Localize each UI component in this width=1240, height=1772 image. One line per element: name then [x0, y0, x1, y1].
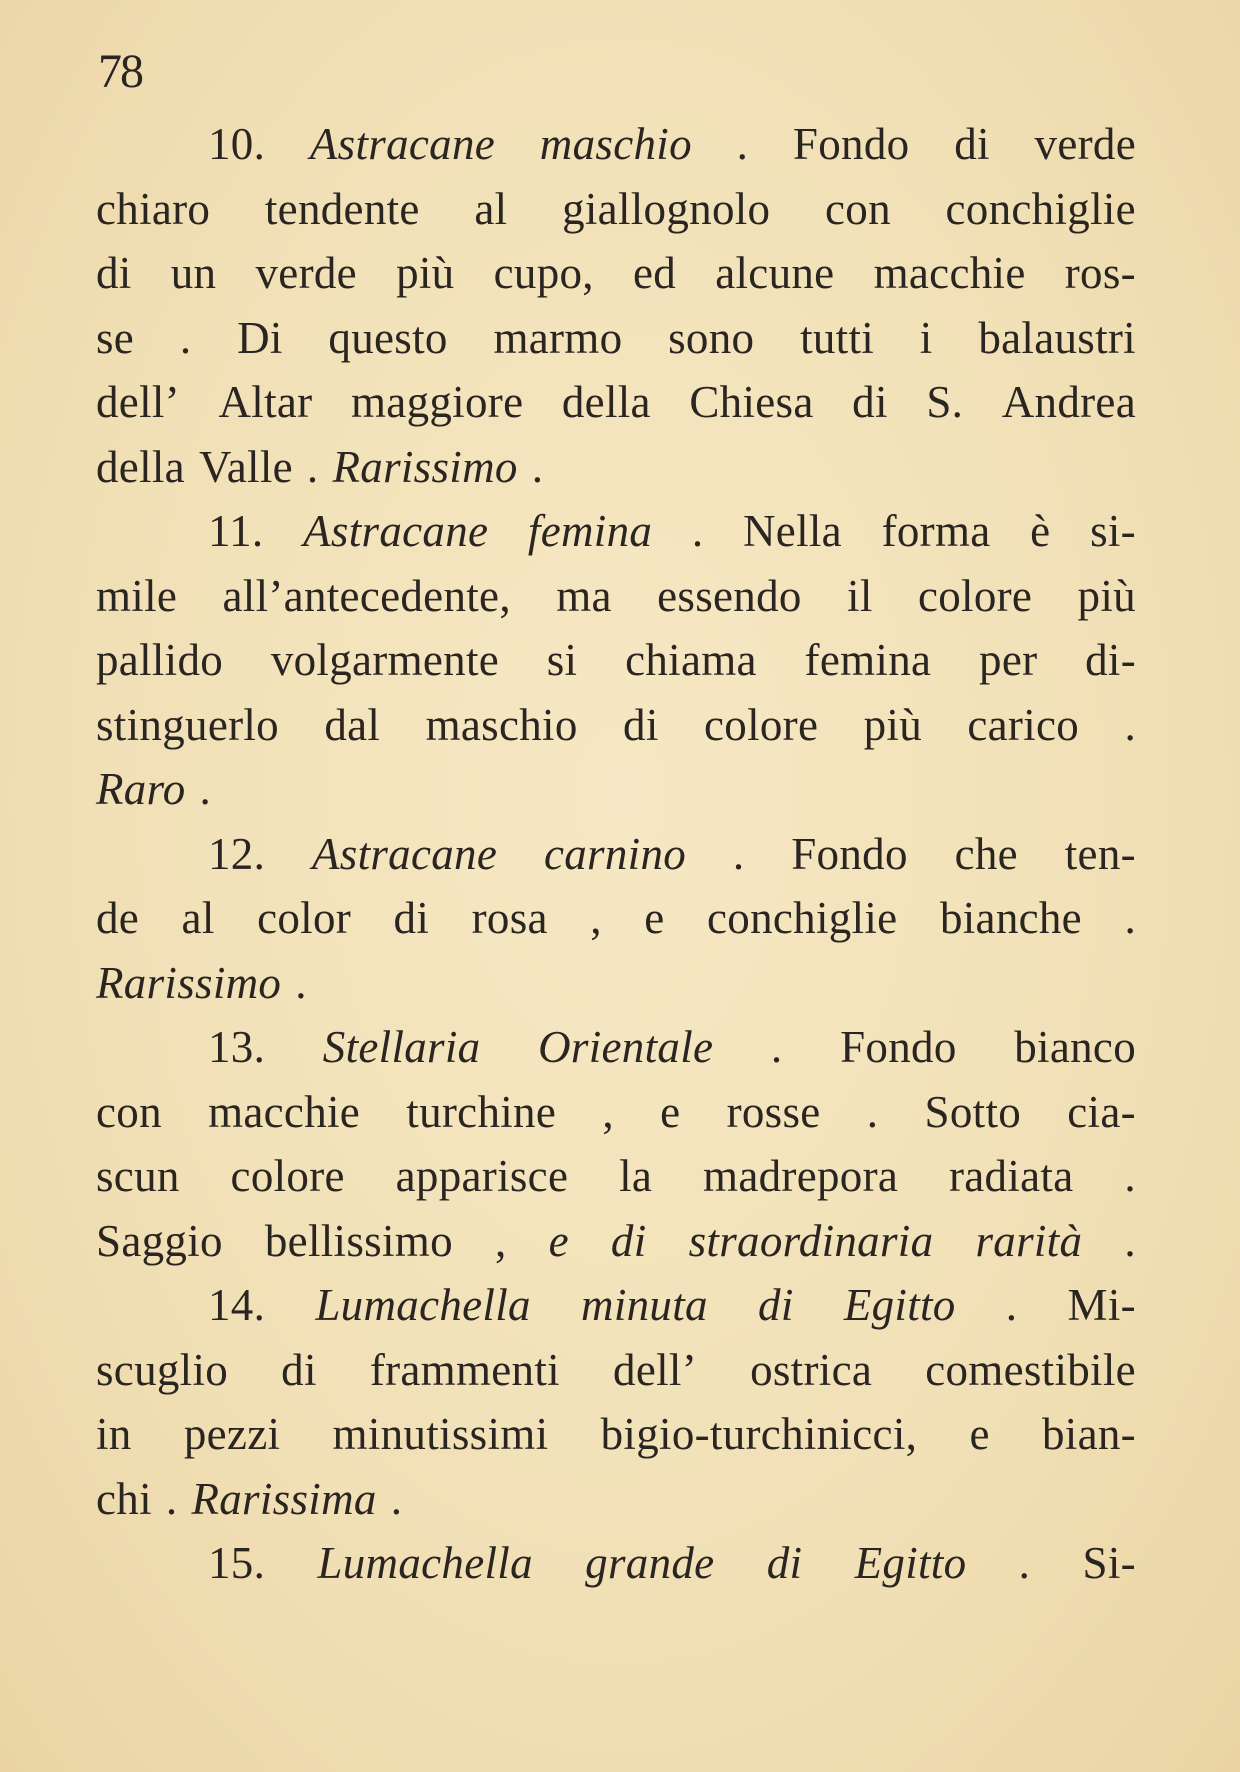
word: di	[852, 377, 888, 427]
word: ros-	[1064, 248, 1136, 298]
italic-word: carnino	[543, 828, 687, 879]
text-line	[96, 822, 1136, 887]
word: conchiglie	[707, 893, 898, 943]
word: chiaro	[96, 183, 211, 234]
word: Si-	[1082, 1538, 1136, 1588]
word: conchiglie	[945, 183, 1136, 234]
italic-word: Raro	[96, 764, 186, 814]
word: S.	[926, 377, 964, 427]
word: .	[736, 119, 749, 169]
word: 11.	[208, 506, 264, 556]
word: più	[1077, 570, 1136, 621]
word: e	[660, 1086, 681, 1137]
word: 14.	[208, 1280, 266, 1330]
text-line	[96, 886, 1136, 951]
word: e	[969, 1409, 990, 1459]
word: Sotto	[924, 1086, 1022, 1137]
word: Chiesa	[689, 377, 814, 427]
word: Nella	[743, 506, 842, 556]
text-line	[96, 1531, 1136, 1596]
word: si	[546, 635, 578, 685]
word: rosse	[726, 1086, 821, 1137]
word: minutissimi	[332, 1409, 549, 1459]
word: macchie	[208, 1086, 361, 1137]
word: colore	[704, 699, 819, 750]
word: Saggio	[96, 1215, 223, 1266]
word: maschio	[425, 699, 578, 750]
italic-word: di	[766, 1538, 803, 1588]
word: comestibile	[925, 1344, 1136, 1395]
word: chiama	[625, 635, 757, 685]
italic-word: straordinaria	[688, 1215, 934, 1266]
italic-word: Egitto	[854, 1538, 967, 1588]
word: turchine	[406, 1086, 557, 1137]
word: scuglio	[96, 1344, 229, 1395]
word: marmo	[493, 312, 623, 363]
word: chi	[96, 1473, 152, 1524]
text-line	[96, 112, 1136, 177]
word: giallognolo	[562, 183, 771, 234]
body-text	[96, 112, 1136, 1596]
word: è	[1030, 506, 1051, 556]
word: .	[179, 312, 192, 363]
text-line	[96, 693, 1136, 758]
italic-word: Lumachella	[315, 1280, 531, 1330]
word: 13.	[208, 1022, 266, 1072]
word: .	[1124, 1215, 1136, 1266]
text-line	[96, 1273, 1136, 1338]
text-line	[96, 177, 1136, 242]
word: .	[732, 828, 745, 879]
text-line	[96, 1080, 1136, 1145]
word: macchie	[873, 248, 1026, 298]
word: si-	[1090, 506, 1136, 556]
word: ed	[633, 248, 677, 298]
word: di	[96, 248, 132, 298]
word: forma	[881, 506, 991, 556]
word: dell’	[613, 1344, 697, 1395]
text-line	[96, 757, 1136, 822]
word: apparisce	[395, 1151, 569, 1201]
text-line	[96, 1209, 1136, 1274]
word: 10.	[208, 119, 266, 169]
italic-word: grande	[585, 1538, 715, 1588]
text-line	[96, 499, 1136, 564]
word: colore	[230, 1151, 345, 1201]
text-line	[96, 951, 1136, 1016]
word: scun	[96, 1151, 180, 1201]
italic-word: di	[758, 1280, 794, 1330]
word: bellissimo	[264, 1215, 453, 1266]
word: di	[623, 699, 659, 750]
word: madrepora	[703, 1151, 899, 1201]
word: all’antecedente,	[222, 570, 511, 621]
italic-word: di	[610, 1215, 647, 1266]
word: .	[1005, 1280, 1018, 1330]
word: Andrea	[1001, 377, 1136, 427]
italic-word: femina	[527, 506, 653, 556]
word: Fondo	[792, 119, 910, 169]
word: ,	[494, 1215, 507, 1266]
word: .	[295, 957, 307, 1008]
italic-word: Orientale	[538, 1022, 714, 1072]
word: .	[866, 1086, 879, 1137]
word: .	[770, 1022, 783, 1072]
word: mile	[96, 570, 178, 621]
word: con	[96, 1086, 162, 1137]
text-line	[96, 306, 1136, 371]
word: dal	[324, 699, 381, 750]
word: stinguerlo	[96, 699, 279, 750]
italic-word: rarità	[975, 1215, 1083, 1266]
word: bigio-turchinicci,	[600, 1409, 918, 1459]
italic-word: e	[548, 1215, 569, 1266]
italic-word: Rarissimo	[96, 957, 282, 1008]
word: ,	[590, 893, 602, 943]
word: tendente	[264, 183, 420, 234]
word: .	[199, 764, 212, 814]
word: pallido	[96, 635, 224, 685]
word: Fondo	[791, 828, 908, 879]
word: 12.	[208, 828, 266, 879]
word: alcune	[715, 248, 835, 298]
word: di	[281, 1344, 317, 1395]
word: Altar	[218, 377, 313, 427]
word: di	[393, 893, 430, 943]
word: e	[644, 893, 665, 943]
italic-word: Rarissima	[191, 1473, 377, 1524]
word: il	[847, 570, 873, 621]
italic-word: Astracane	[303, 506, 489, 556]
word: maggiore	[351, 377, 524, 427]
word: .	[1124, 893, 1136, 943]
word: .	[1124, 699, 1136, 750]
text-line	[96, 435, 1136, 500]
word: sono	[668, 312, 755, 363]
text-line	[96, 628, 1136, 693]
word: Mi-	[1067, 1280, 1136, 1330]
word: essendo	[657, 570, 802, 621]
text-line	[96, 1402, 1136, 1467]
word: in	[96, 1409, 132, 1459]
word: bianco	[1014, 1022, 1136, 1072]
word: .	[1124, 1151, 1136, 1201]
italic-word: Rarissimo	[332, 441, 518, 492]
word: volgarmente	[270, 635, 500, 685]
word: de	[96, 893, 140, 943]
word: i	[919, 312, 933, 363]
word: questo	[328, 312, 448, 363]
word: Valle	[198, 441, 293, 492]
text-line	[96, 1338, 1136, 1403]
word: radiata	[948, 1151, 1074, 1201]
text-line	[96, 564, 1136, 629]
word: 15.	[208, 1538, 266, 1588]
word: se	[96, 312, 135, 363]
word: della	[96, 441, 185, 492]
word: rosa	[471, 893, 548, 943]
word: .	[531, 441, 544, 492]
word: cupo,	[493, 248, 594, 298]
italic-word: Lumachella	[317, 1538, 533, 1588]
word: cia-	[1067, 1086, 1136, 1137]
word: al	[474, 183, 508, 234]
italic-word: Astracane	[309, 119, 496, 169]
word: Di	[237, 312, 283, 363]
text-line	[96, 241, 1136, 306]
italic-word: maschio	[539, 119, 692, 169]
word: al	[181, 893, 215, 943]
italic-word: Astracane	[311, 828, 498, 879]
word: femina	[804, 635, 932, 685]
word: più	[396, 248, 455, 298]
word: tutti	[800, 312, 875, 363]
word: color	[257, 893, 352, 943]
word: ma	[556, 570, 612, 621]
word: bianche	[939, 893, 1082, 943]
italic-word: Stellaria	[322, 1022, 481, 1072]
word: ,	[602, 1086, 614, 1137]
text-line	[96, 1467, 1136, 1532]
word: .	[306, 441, 319, 492]
word: ostrica	[750, 1344, 873, 1395]
word: verde	[255, 248, 357, 298]
word: di-	[1085, 635, 1136, 685]
page-number: 78	[98, 45, 142, 98]
text-line	[96, 1015, 1136, 1080]
italic-word: Egitto	[843, 1280, 956, 1330]
word: della	[561, 377, 651, 427]
word: .	[1018, 1538, 1031, 1588]
word: un	[170, 248, 217, 298]
word: con	[825, 183, 891, 234]
word: più	[863, 699, 922, 750]
word: pezzi	[183, 1409, 281, 1459]
word: la	[619, 1151, 653, 1201]
word: bian-	[1041, 1409, 1136, 1459]
text-line	[96, 1144, 1136, 1209]
word: .	[691, 506, 704, 556]
word: carico	[967, 699, 1080, 750]
italic-word: minuta	[581, 1280, 708, 1330]
text-line	[96, 370, 1136, 435]
word: frammenti	[369, 1344, 560, 1395]
word: dell’	[96, 377, 180, 427]
word: di	[954, 119, 990, 169]
word: verde	[1034, 119, 1136, 169]
word: .	[390, 1473, 403, 1524]
word: balaustri	[978, 312, 1136, 363]
word: per	[979, 635, 1038, 685]
word: che	[954, 828, 1018, 879]
word: .	[165, 1473, 178, 1524]
word: Fondo	[840, 1022, 957, 1072]
word: ten-	[1064, 828, 1136, 879]
word: colore	[917, 570, 1033, 621]
